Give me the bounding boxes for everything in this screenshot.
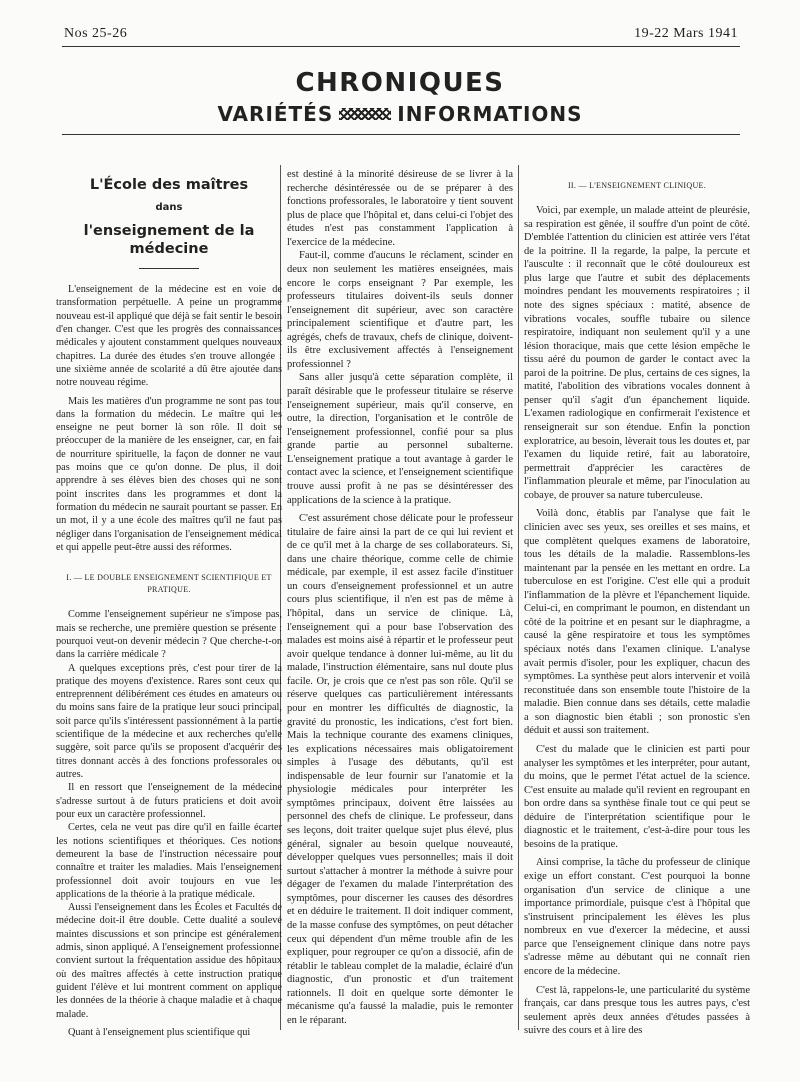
masthead-subtitle — [0, 102, 800, 126]
paragraph: L'enseignement de la médecine est en voie de transformation perpétuelle. A peine un programme nouveau est-il appliqué que déjà se fait sentir le besoin d'en changer. C'est que les progrès des connaissances médicales y ajoutent constamment quelques nouveaux chapitres. La durée des études s'en trouve allongée : une sixième année de scolarité a dû être ajoutée dans notre nouveau régime. — [56, 284, 282, 389]
paragraph: Voilà donc, établis par l'analyse que fait le clinicien avec ses yeux, ses oreilles et ses mains, et que complètent quelques examens de laboratoire, tous les détails de la maladie. Rassemblons-les maintenant par la pensée en les mettant en ordre. La tuberculose en est l'origine. C'est elle qui a produit l'inflammation de la plèvre et l'épanchement liquide. Celui-ci, en comprimant le poumon, en distendant un côté de la poitrine et en pesant sur le diaphragme, a causé la gêne respiratoire et tous les symptômes spéciaux notés dans l'examen clinique. L'analyse avait permis d'isoler, pour les expliquer, chacun des symptômes. La synthèse peut alors intervenir et voilà reconstituée dans son ensemble toute l'histoire de la maladie. Bien connue dans ses détails, cette maladie a son diagnostic bien établi ; son pronostic s'en déduit et aussi son traitement. — [524, 508, 750, 737]
paragraph: Faut-il, comme d'aucuns le réclament, scinder en deux non seulement les matières enseignées, mais encore le corps enseignant ? Par exemple, les professeurs titulaires doivent-ils seuls donner l'enseignement dit supérieur, avec son caractère principalement scientifique et d'autre part, les agrégés, chefs de travaux, chefs de clinique, doivent-ils être exclusivement affectés à l'enseignement professionnel ? — [287, 250, 513, 370]
paragraph: Mais les matières d'un programme ne sont pas tout dans la formation du médecin. Le maître qui les enseigne ne peut borner là son rôle. Il doit se préoccuper de la manière de les enseigner, car, en fait de nourriture spirituelle, la façon de donner ne vaut pas moins que ce qu'on donne. De plus, il doit apprendre à ses élèves bien des choses qui ne sont point inscrites dans les programmes et dont la formation du médecin ne saurait pourtant se passer. En un mot, il y a une école des maîtres qu'il ne faut pas négliger dans l'organisation de l'enseignement médical et qui appelle peut-être aussi des réformes. — [56, 395, 282, 553]
section-heading: II. — L'ENSEIGNEMENT CLINIQUE. — [567, 181, 707, 190]
paragraph: C'est du malade que le clinicien est parti pour analyser les symptômes et les interpréter, pour autant, du moins, que le permet l'état actuel de la science. C'est ensuite au malade qu'il revient en regroupant en bon ordre dans sa synthèse finale tout ce qui peut se déduire de l'interprétation scientifique pour le diagnostic et le traitement, c'est-à-dire pour tous les besoins de la pratique. — [524, 743, 750, 850]
paragraph: Certes, cela ne veut pas dire qu'il en faille écarter les notions scientifiques et théoriques. Ces notions demeurent la base de l'instruction nécessaire pour connaître et traiter les maladies. Mais l'enseignement professionnel doit avoir toujours en vue les applications de la théorie à la pratique médicale. — [56, 822, 282, 900]
issue-number: Nos 25-26 — [64, 26, 128, 41]
masthead-title: CHRONIQUES — [295, 68, 505, 98]
paragraph: Il en ressort que l'enseignement de la médecine s'adresse surtout à de futurs praticiens et doit avoir pour eux un caractère professionnel. — [56, 782, 282, 820]
ornament-icon — [339, 108, 391, 120]
masthead-right: INFORMATIONS — [397, 102, 583, 126]
title-rule — [139, 268, 199, 269]
paragraph: est destiné à la minorité désireuse de se livrer à la recherche désintéressée ou de se préparer à des fonctions professorales, le laboratoire y tient souvent plus de place que l'hôpital et, dans celui-ci l'objet des études n'est pas constamment l'application à l'exercice de la médecine. — [287, 169, 513, 248]
column-3 — [524, 170, 750, 1038]
paragraph: Voici, par exemple, un malade atteint de pleurésie, sa respiration est gênée, il souffre d'un point de côté. D'emblée l'attention du clinicien est attirée vers l'état de la poitrine. Il la regarde, la palpe, la percute et l'ausculte : il reconnaît que le côté douloureux est plus large que l'autre et subit des déplacements moindres pendant les mouvements respiratoires ; il note des signes spéciaux : matité, absence de vibrations vocales, souffle tubaire ou silence respiratoire, indiquant non seulement qu'il y a une lésion thoracique, mais que cette lésion empêche le tissu aéré du poumon de garder le contact avec la paroi de la poitrine. De plus, certains de ces signes, la matité, l'abolition des vibrations vocales donnent à penser qu'il s'agit d'un épanchement liquide. L'examen radiologique en confirmerait l'existence et renseignerait sur son étendue. Enfin la ponction exploratrice, au besoin, lèverait tous les doutes et, par l'examen du liquide retiré, fait au laboratoire, permettrait d'apprécier les caractères de l'inflammation pleurale et même, par l'inoculation au cobaye, de prouver sa nature tuberculeuse. — [524, 205, 750, 501]
paragraph: Quant à l'enseignement plus scientifique qui — [68, 1026, 251, 1038]
article-title-line3: l'enseignement de la médecine — [83, 223, 255, 257]
issue-date: 19-22 Mars 1941 — [634, 26, 738, 41]
paragraph: C'est là, rappelons-le, une particularité du système français, car dans presque tous les autres pays, c'est seulement après deux années d'études passées à suivre des cours et à lire des — [524, 984, 750, 1037]
column-2 — [287, 168, 513, 1027]
column-divider — [518, 165, 519, 1030]
masthead-rule — [62, 134, 740, 135]
paragraph: C'est assurément chose délicate pour le professeur titulaire de faire ainsi la part de ce qui lui revient et de ce qu'il met à la charge de ses collaborateurs. Si, dans une chaire théorique, comme celle de chimie médicale, par exemple, il est assez facile d'instituer un cours d'enseignement professionnel et un autre cours plus scientifique, il n'en est pas de même à l'hôpital, dans un service de clinique. Là, l'enseignement qui a pour base l'observation des malades est moins aisé à répartir et le professeur peut avoir quelque tendance à donner lui-même, au lit du malade, l'instruction élémentaire, sans nul doute plus facile. Or, je crois que ce n'est pas son rôle. Qu'il se réserve quelques cas particulièrement intéressants pour en montrer les difficultés de diagnostic, la gravité du pronostic, les indications, c'est fort bien. Mais la technique courante des examens cliniques, les explications nécessaires mais obligatoirement simples à l'usage des débutants, qu'il est indispensable de leur fournir sur l'anatomie et la physiologie médicales pour interpréter les symptômes principaux, doivent être laissées au personnel des chefs de clinique. Le professeur, dans ses leçons, doit traiter quelque sujet plus élevé, plus général, signaler au besoin quelque nouveauté, développer quelques vues personnelles; mais il doit surtout s'attacher à montrer la méthode à suivre pour dégager de l'examen du malade l'interprétation des symptômes, pour discerner les causes des désordres et en déduire le traitement. Il doit indiquer comment, de la masse confuse des symptômes, on peut détacher ceux qui dépendent d'un même trouble afin de les expliquer, pour regrouper ce qu'on a dissocié, afin de rétablir le tableau complet de la maladie, éclairé d'un diagnostic, d'un pronostic et d'un traitement rationnels. Il doit en quelque sorte démonter le mécanisme qu'a faussé la maladie, puis le remonter en le réparant. — [287, 513, 513, 1026]
paragraph: Sans aller jusqu'à cette séparation complète, il paraît désirable que le professeur titulaire se réserve l'enseignement supérieur, mais qu'il conserve, en outre, la direction, l'organisation et le contrôle de l'enseignement professionnel, confié pour sa plus grande partie au personnel subalterne. L'enseignement pratique a tout avantage à garder le contact avec la science, et l'enseignement scientifique trouve aussi profit à ne pas se désintéresser des applications de la science à la pratique. — [287, 372, 513, 506]
masthead-left: VARIÉTÉS — [217, 102, 334, 126]
paragraph: Ainsi comprise, la tâche du professeur de clinique exige un effort constant. C'est pourquoi la bonne organisation d'un service de clinique a une importance primordiale, puisque c'est à l'hôpital que s'instruisent principalement les élèves les plus nombreux en vue d'exercer la médecine, et aussi parce que l'enseignement clinique dans notre pays s'adresse même au débutant qui ne connaît rien encore de la médecine. — [524, 857, 750, 977]
article-title-line1: L'École des maîtres — [89, 177, 249, 193]
paragraph: Aussi l'enseignement dans les Écoles et Facultés de médecine doit-il être double. Cette dualité a soulevé maintes discussions et son principe est généralement admis, sinon appliqué. A l'enseignement professionnel convient surtout la fréquentation assidue des hôpitaux où des maîtres affectés à cette instruction pratique guident l'élève et lui montrent comment on applique les données de la théorie à chaque maladie et à chaque malade. — [56, 902, 282, 1020]
paragraph: Comme l'enseignement supérieur ne s'impose pas, mais se recherche, une première question se présente : pourquoi veut-on devenir médecin ? Que cherche-t-on dans la carrière médicale ? — [56, 609, 282, 661]
header-rule — [62, 46, 740, 47]
paragraph: A quelques exceptions près, c'est pour tirer de la pratique des moyens d'existence. Rares sont ceux qui entreprennent délibérément ces études en amateurs ou du moins sans faire de la pratique leur souci principal, soit parce qu'ils s'intéressent passionnément à la partie scientifique de la médecine et aux recherches qu'elle suggère, soit parce qu'ils se proposent d'acquérir des titres donnant accès à des fonctions professorales ou autres. — [56, 662, 282, 780]
section-heading: I. — LE DOUBLE ENSEIGNEMENT SCIENTIFIQUE ET PRATIQUE. — [66, 573, 272, 595]
article-title-line2: dans — [155, 202, 183, 213]
column-1 — [56, 170, 282, 1039]
